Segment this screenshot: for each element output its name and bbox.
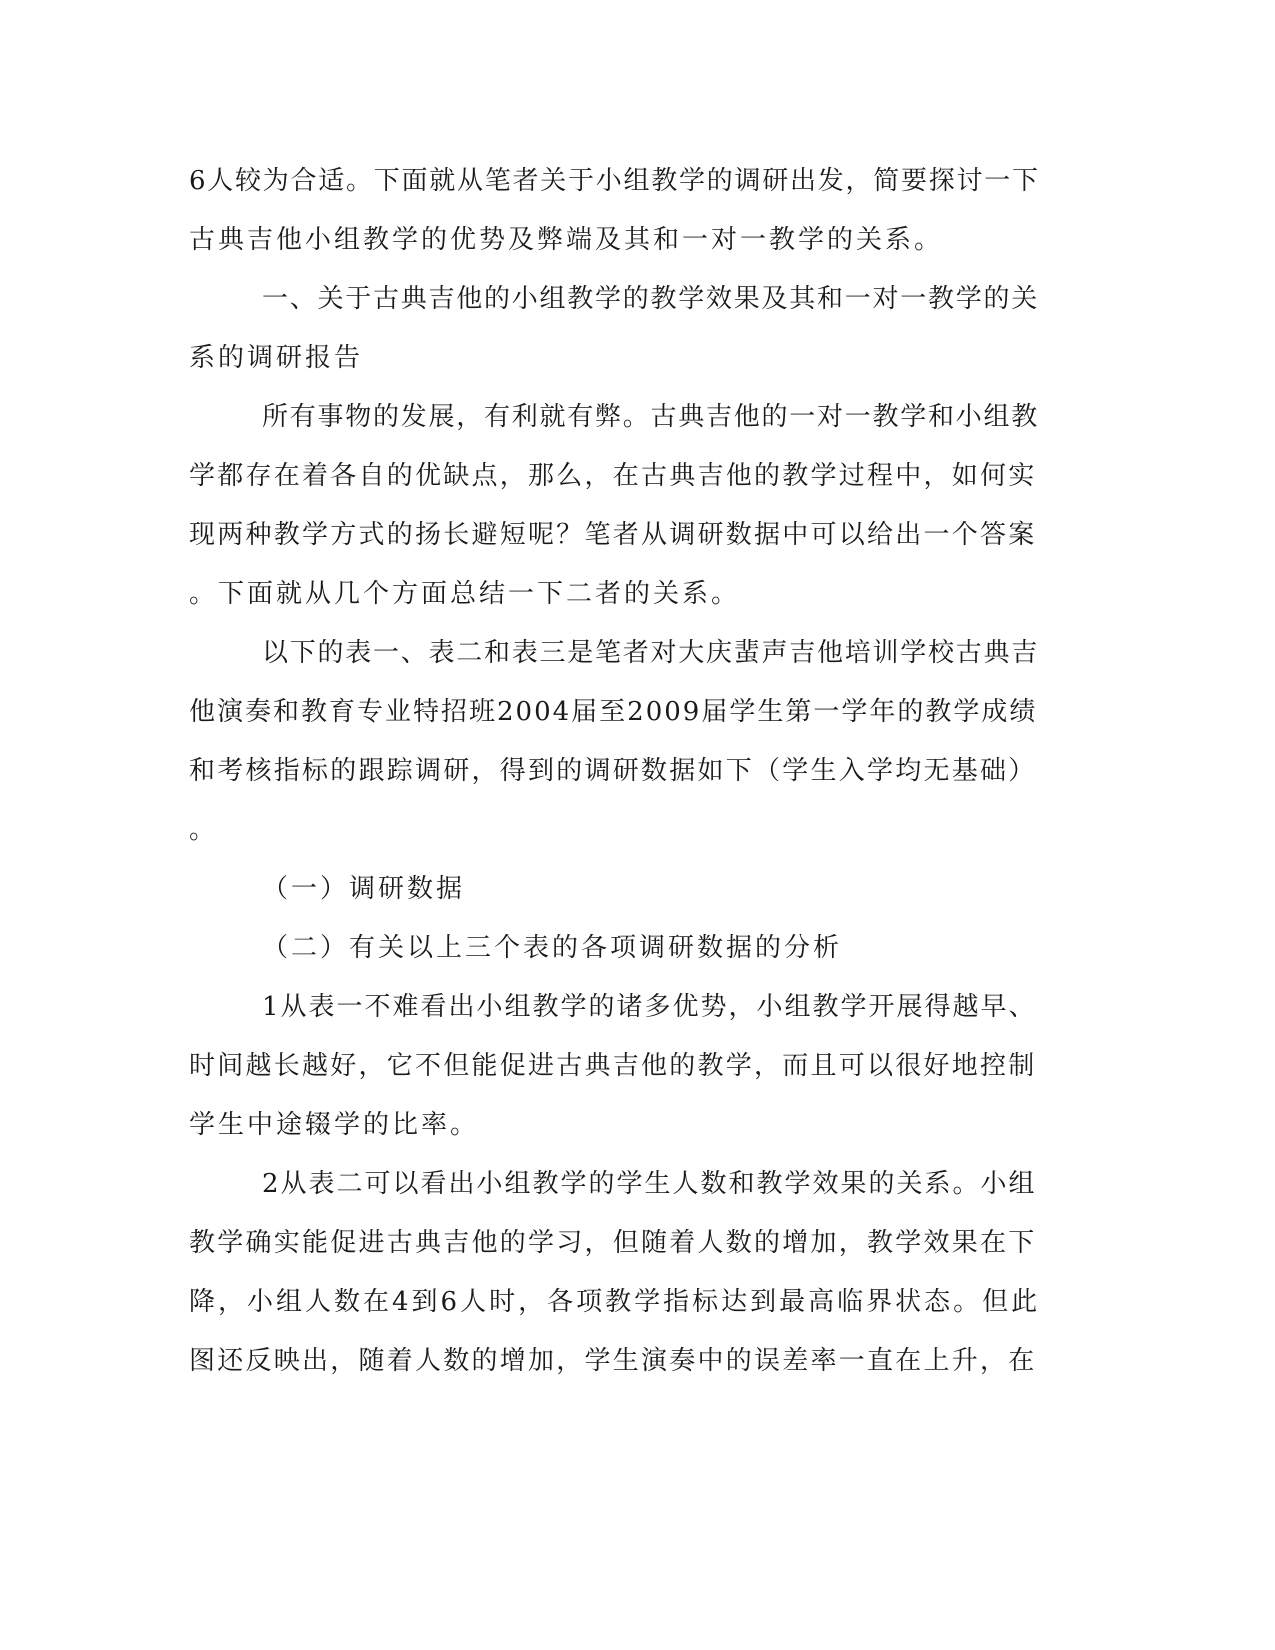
text-line: 现两种教学方式的扬长避短呢？笔者从调研数据中可以给出一个答案 xyxy=(189,520,1037,550)
text-line: 降，小组人数在4到6人时，各项教学指标达到最高临界状态。但此 xyxy=(189,1287,1041,1317)
text-line: 他演奏和教育专业特招班2004届至2009届学生第一学年的教学成绩 xyxy=(189,697,1038,727)
text-line: 古典吉他小组教学的优势及弊端及其和一对一教学的关系。 xyxy=(189,225,944,255)
section-heading: 一、关于古典吉他的小组教学的教学效果及其和一对一教学的关 xyxy=(262,284,1040,314)
text-line: 学生中途辍学的比率。 xyxy=(189,1110,480,1140)
text-line: 1从表一不难看出小组教学的诸多优势，小组教学开展得越早、 xyxy=(262,992,1037,1022)
text-line: 2从表二可以看出小组教学的学生人数和教学效果的关系。小组 xyxy=(262,1169,1037,1199)
text-line: 时间越长越好，它不但能促进古典吉他的教学，而且可以很好地控制 xyxy=(189,1051,1037,1081)
text-line: 学都存在着各自的优缺点，那么，在古典吉他的教学过程中，如何实 xyxy=(189,461,1037,491)
text-line: 教学确实能促进古典吉他的学习，但随着人数的增加，教学效果在下 xyxy=(189,1228,1037,1258)
text-line: 。 xyxy=(189,815,219,845)
text-line: 所有事物的发展，有利就有弊。古典吉他的一对一教学和小组教 xyxy=(262,402,1040,432)
text-line: 和考核指标的跟踪调研，得到的调研数据如下（学生入学均无基础） xyxy=(189,756,1037,786)
text-line: 6人较为合适。下面就从笔者关于小组教学的调研出发，简要探讨一下 xyxy=(189,166,1040,196)
text-line: 。下面就从几个方面总结一下二者的关系。 xyxy=(189,579,741,609)
subsection-heading: （二）有关以上三个表的各项调研数据的分析 xyxy=(262,933,843,963)
text-line: 图还反映出，随着人数的增加，学生演奏中的误差率一直在上升，在 xyxy=(189,1346,1037,1376)
text-line: 以下的表一、表二和表三是笔者对大庆蜚声吉他培训学校古典吉 xyxy=(262,638,1040,668)
subsection-heading: （一）调研数据 xyxy=(262,874,466,904)
section-heading: 系的调研报告 xyxy=(189,343,364,373)
